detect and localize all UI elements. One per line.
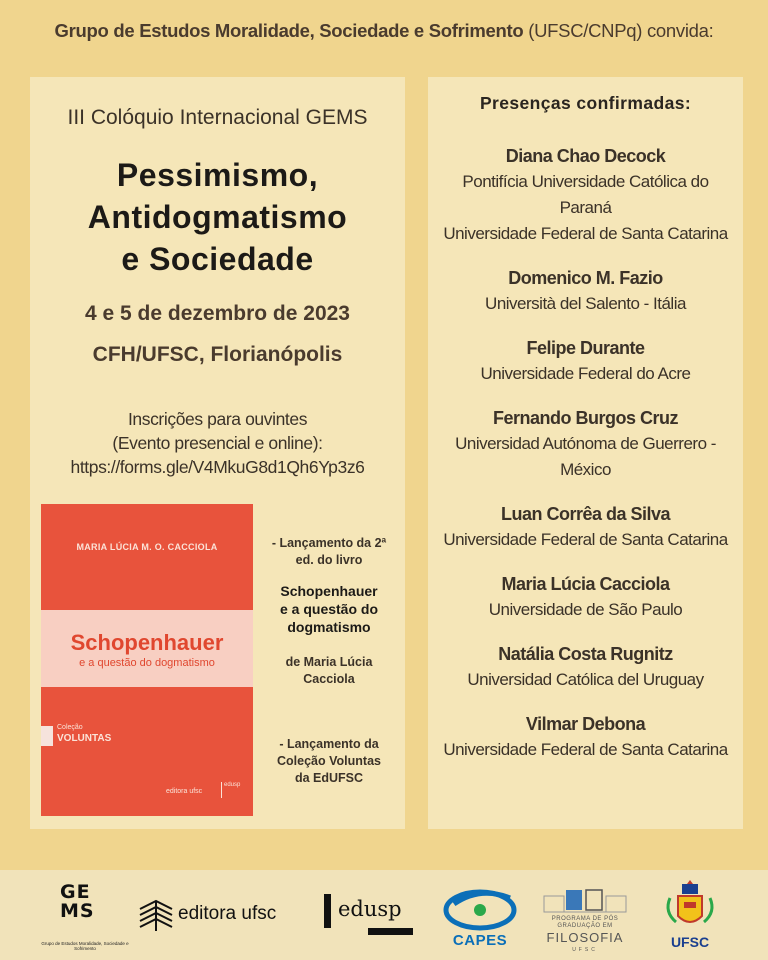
launch-line: Cacciola [303, 672, 355, 686]
capes-text: CAPES [452, 932, 508, 949]
collection-label: Coleção [57, 724, 83, 731]
book-publisher: editora ufsc [166, 788, 203, 795]
launch-line: - Lançamento da [279, 737, 379, 751]
guest-institution: Universidade Federal de Santa Catarina [443, 740, 728, 759]
collection-mark [41, 726, 53, 746]
guest-institution: Universidad Católica del Uruguay [467, 670, 704, 689]
capes-logo [440, 884, 520, 954]
guest-entry [428, 335, 743, 387]
event-title-line: Antidogmatismo [87, 199, 348, 235]
edusp-mark [322, 892, 417, 942]
open-book-icon [540, 886, 630, 916]
capes-ellipse-icon [440, 884, 520, 934]
launch-line: ed. do livro [295, 553, 363, 567]
event-title-line: e Sociedade [121, 241, 314, 277]
guest-name: Diana Chao Decock [505, 146, 666, 166]
book-cover [41, 504, 253, 816]
guest-institution: Universidade Federal de Santa Catarina [443, 530, 728, 549]
guest-institution: México [560, 460, 611, 479]
guest-institution: Universidade Federal de Santa Catarina [443, 224, 728, 243]
launch-line: - Lançamento da 2ª [271, 536, 387, 550]
book-title: Schopenhauer [70, 630, 224, 655]
book-author: MARIA LÚCIA M. O. CACCIOLA [76, 542, 218, 552]
guest-name: Domenico M. Fazio [508, 268, 663, 288]
guest-institution: Universidade Federal do Acre [480, 364, 691, 383]
registration-line: Inscrições para ouvintes [127, 409, 308, 429]
launch-line: e a questão do [279, 601, 379, 617]
guest-institution: Università del Salento - Itália [485, 294, 686, 313]
event-place: CFH/UFSC, Florianópolis [92, 343, 343, 366]
launch-item-1 [260, 535, 398, 569]
book-title-band [41, 610, 253, 687]
collection-name: VOLUNTAS [57, 733, 112, 744]
launch-line: da EdUFSC [294, 771, 364, 785]
event-panel [30, 77, 405, 829]
guest-list [428, 143, 743, 781]
event-title-line: Pessimismo, [116, 157, 319, 193]
guest-entry [428, 641, 743, 693]
ufsc-logo [660, 878, 720, 954]
header-invitation [0, 20, 768, 42]
guest-name: Maria Lúcia Cacciola [501, 574, 670, 594]
guest-entry [428, 405, 743, 483]
guest-institution: Paraná [559, 198, 612, 217]
guest-entry [428, 265, 743, 317]
gems-mark [60, 883, 95, 921]
event-title [30, 154, 405, 280]
presences-panel [428, 77, 743, 829]
launch-line: Schopenhauer [280, 583, 378, 599]
event-subtitle: III Colóquio Internacional GEMS [67, 106, 368, 129]
launch-line: dogmatismo [287, 619, 371, 635]
event-date: 4 e 5 de dezembro de 2023 [85, 302, 350, 325]
ufsc-crest-icon [660, 878, 720, 934]
editora-ufsc-text: editora ufsc [178, 903, 277, 924]
gems-logo [40, 883, 130, 953]
guest-name: Felipe Durante [526, 338, 645, 358]
book-subtitle: e a questão do dogmatismo [79, 657, 215, 669]
gems-mark-line: GE [60, 881, 91, 903]
guest-name: Fernando Burgos Cruz [492, 408, 678, 428]
registration-info [30, 407, 405, 479]
filosofia-program-line: GRADUAÇÃO EM [557, 923, 613, 929]
guest-entry [428, 571, 743, 623]
ufsc-text: UFSC [670, 934, 710, 950]
guest-name: Vilmar Debona [525, 714, 646, 734]
guest-name: Natália Costa Rugnitz [498, 644, 673, 664]
launch-line: de Maria Lúcia [285, 655, 373, 669]
launch-book-title [260, 582, 398, 636]
guest-institution: Pontifícia Universidade Católica do [462, 172, 709, 191]
launch-item-2 [260, 736, 398, 787]
edusp-text: edusp [338, 897, 402, 921]
filosofia-text: FILOSOFIA [546, 930, 624, 945]
presences-title: Presenças confirmadas: [479, 93, 692, 113]
gems-mark-line: MS [60, 900, 95, 922]
editora-ufsc-logo [136, 895, 301, 935]
launch-book-author [260, 654, 398, 688]
gems-caption: Grupo de Estudos Moralidade, Sociedade e Sofrimento [41, 941, 129, 951]
filosofia-logo [540, 886, 630, 956]
footer-logos [0, 870, 768, 960]
registration-link[interactable]: https://forms.gle/V4MkuG8d1Qh6Yp3z6 [70, 457, 365, 477]
group-name: Grupo de Estudos Moralidade, Sociedade e Sofrimento [54, 20, 524, 41]
filosofia-program [540, 916, 630, 930]
filosofia-ufsc: UFSC [572, 947, 598, 953]
book-stack-icon [136, 895, 176, 935]
filosofia-program-line: PROGRAMA DE PÓS [551, 916, 619, 922]
launch-line: Coleção Voluntas [277, 754, 381, 768]
registration-line: (Evento presencial e online): [112, 433, 323, 453]
book-publisher-2: edusp [221, 782, 241, 798]
guest-entry [428, 143, 743, 247]
edusp-logo [322, 892, 417, 942]
guest-institution: Universidade de São Paulo [488, 600, 683, 619]
guest-entry [428, 501, 743, 553]
guest-entry [428, 711, 743, 763]
guest-institution: Universidad Autónoma de Guerrero - [455, 434, 716, 453]
guest-name: Luan Corrêa da Silva [500, 504, 671, 524]
affiliation: (UFSC/CNPq) convida: [528, 20, 714, 41]
